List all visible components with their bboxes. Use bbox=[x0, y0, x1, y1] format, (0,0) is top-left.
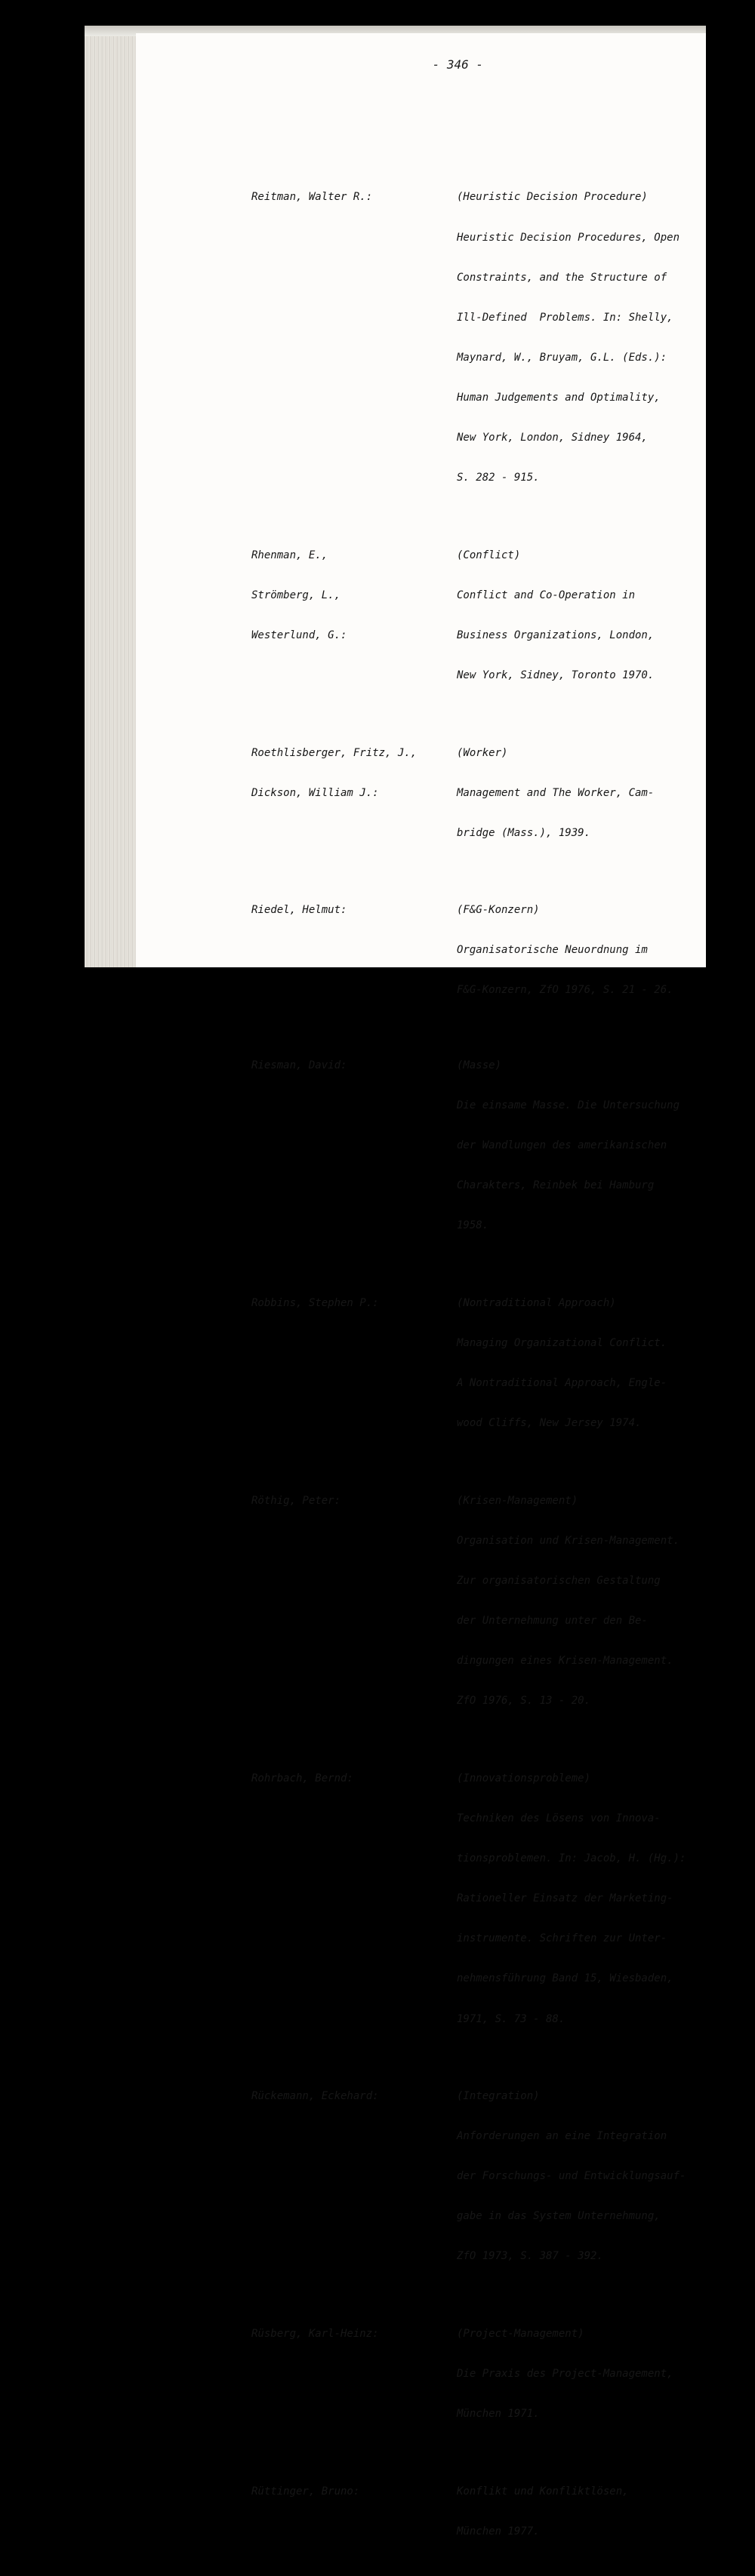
entry-reference bbox=[457, 1033, 742, 1260]
reference-line: (Conflict) bbox=[457, 549, 521, 561]
reference-line: New York, London, Sidney 1964, bbox=[457, 432, 648, 444]
reference-line: Management and The Worker, Cam- bbox=[457, 786, 655, 799]
reference-line: dingungen eines Krisen-Management. bbox=[457, 1655, 673, 1668]
page-edges bbox=[85, 26, 136, 967]
entry-reference bbox=[457, 720, 742, 867]
entry-author bbox=[251, 164, 457, 512]
reference-line: Zur organisatorischen Gestaltung bbox=[457, 1575, 661, 1588]
reference-line: (Innovationsprobleme) bbox=[457, 1772, 591, 1784]
author-line: Rüttinger, Bruno: bbox=[251, 2485, 360, 2498]
reference-line: München 1971. bbox=[457, 2408, 540, 2421]
reference-line: Constraints, and the Structure of bbox=[457, 271, 667, 284]
reference-line: wood Cliffs, New Jersey 1974. bbox=[457, 1417, 642, 1430]
reference-line: A Nontraditional Approach, Engle- bbox=[457, 1377, 667, 1390]
reference-line: tionsproblemen. In: Jacob, H. (Hg.): bbox=[457, 1852, 686, 1865]
bibliography-entry bbox=[251, 2064, 742, 2291]
reference-line: instrumente. Schriften zur Unter- bbox=[457, 1932, 667, 1945]
entry-reference bbox=[457, 1468, 742, 1735]
author-line: Westerlund, G.: bbox=[251, 629, 347, 641]
author-line: Riesman, David: bbox=[251, 1059, 347, 1071]
reference-line: Maynard, W., Bruyam, G.L. (Eds.): bbox=[457, 351, 667, 364]
entry-author bbox=[251, 2064, 457, 2291]
reference-line: der Wandlungen des amerikanischen bbox=[457, 1139, 667, 1152]
entry-reference bbox=[457, 164, 742, 512]
reference-line: (Heuristic Decision Procedure) bbox=[457, 191, 648, 204]
author-line: Robbins, Stephen P.: bbox=[251, 1296, 379, 1309]
reference-line: Managing Organizational Conflict. bbox=[457, 1337, 667, 1350]
reference-line: ZfO 1973, S. 387 - 392. bbox=[457, 2250, 603, 2263]
reference-line: Conflict and Co-Operation in bbox=[457, 589, 636, 601]
reference-line: (Project-Management) bbox=[457, 2327, 584, 2340]
reference-line: ZfO 1976, S. 13 - 20. bbox=[457, 1695, 591, 1708]
reference-line: Organisation und Krisen-Management. bbox=[457, 1534, 680, 1547]
reference-line: (Masse) bbox=[457, 1059, 502, 1071]
entry-reference bbox=[457, 1745, 742, 2052]
author-line: Riedel, Helmut: bbox=[251, 904, 347, 917]
entry-reference bbox=[457, 2458, 742, 2565]
reference-line: New York, Sidney, Toronto 1970. bbox=[457, 669, 655, 682]
author-line: Strömberg, L., bbox=[251, 589, 341, 601]
reference-line: bridge (Mass.), 1939. bbox=[457, 826, 591, 839]
entry-reference bbox=[457, 522, 742, 709]
bibliography-entry bbox=[251, 522, 742, 709]
reference-line: 1958. bbox=[457, 1219, 489, 1232]
reference-line: Human Judgements and Optimality, bbox=[457, 391, 661, 404]
author-line: Rohrbach, Bernd: bbox=[251, 1772, 353, 1784]
bibliography-entry bbox=[251, 164, 742, 512]
entry-reference bbox=[457, 878, 742, 1025]
entry-author bbox=[251, 1033, 457, 1260]
bibliography-entry bbox=[251, 720, 742, 867]
entry-author bbox=[251, 878, 457, 1025]
reference-line: der Unternehmung unter den Be- bbox=[457, 1615, 648, 1628]
reference-line: Business Organizations, London, bbox=[457, 629, 655, 641]
reference-line: (Integration) bbox=[457, 2090, 540, 2103]
page-number: - 346 - bbox=[432, 57, 483, 72]
entry-author bbox=[251, 522, 457, 709]
reference-line: der Forschungs- und Entwicklungsauf- bbox=[457, 2170, 686, 2183]
reference-line: Rationeller Einsatz der Marketing- bbox=[457, 1892, 673, 1905]
entry-author bbox=[251, 720, 457, 867]
entry-reference bbox=[457, 2064, 742, 2291]
author-line: Rhenman, E., bbox=[251, 549, 328, 561]
author-line: Röthig, Peter: bbox=[251, 1494, 341, 1507]
author-line: Rückemann, Eckehard: bbox=[251, 2090, 379, 2103]
reference-line: Anforderungen an eine Integration bbox=[457, 2130, 667, 2143]
reference-line: Heuristic Decision Procedures, Open bbox=[457, 231, 680, 244]
bibliography-entry bbox=[251, 1271, 742, 1458]
reference-line: nehmensführung Band 15, Wiesbaden, bbox=[457, 1972, 673, 1985]
author-line: Rüsberg, Karl-Heinz: bbox=[251, 2327, 379, 2340]
bibliography-entry bbox=[251, 1745, 742, 2052]
reference-line: gabe in das System Unternehmung, bbox=[457, 2210, 661, 2223]
reference-line: Charakters, Reinbek bei Hamburg bbox=[457, 1179, 655, 1192]
author-line: Reitman, Walter R.: bbox=[251, 191, 373, 204]
bibliography-entry bbox=[251, 2301, 742, 2448]
reference-line: Techniken des Lösens von Innova- bbox=[457, 1812, 661, 1824]
reference-line: Die Praxis des Project-Management, bbox=[457, 2368, 673, 2381]
reference-line: (Nontraditional Approach) bbox=[457, 1296, 616, 1309]
entry-reference bbox=[457, 1271, 742, 1458]
entry-author bbox=[251, 1745, 457, 2052]
reference-line: Konflikt und Konfliktlösen, bbox=[457, 2485, 629, 2498]
entry-author bbox=[251, 2458, 457, 2565]
bibliography-entry bbox=[251, 1033, 742, 1260]
entry-reference bbox=[457, 2301, 742, 2448]
reference-line: München 1977. bbox=[457, 2525, 540, 2538]
bibliography-entry bbox=[251, 1468, 742, 1735]
bibliography-entry bbox=[251, 2458, 742, 2565]
reference-line: (Krisen-Management) bbox=[457, 1494, 578, 1507]
entry-author bbox=[251, 2301, 457, 2448]
reference-line: S. 282 - 915. bbox=[457, 472, 540, 484]
bibliography-list bbox=[251, 164, 742, 2576]
reference-line: Ill-Defined Problems. In: Shelly, bbox=[457, 311, 673, 324]
reference-line: (F&G-Konzern) bbox=[457, 904, 540, 917]
reference-line: Organisatorische Neuordnung im bbox=[457, 944, 648, 957]
author-line: Roethlisberger, Fritz, J., bbox=[251, 746, 418, 759]
reference-line: 1971, S. 73 - 88. bbox=[457, 2012, 565, 2025]
reference-line: (Worker) bbox=[457, 746, 508, 759]
author-line: Dickson, William J.: bbox=[251, 786, 379, 799]
entry-author bbox=[251, 1271, 457, 1458]
reference-line: Die einsame Masse. Die Untersuchung bbox=[457, 1099, 680, 1112]
entry-author bbox=[251, 1468, 457, 1735]
reference-line: F&G-Konzern, ZfO 1976, S. 21 - 26. bbox=[457, 984, 673, 997]
bibliography-entry bbox=[251, 878, 742, 1025]
